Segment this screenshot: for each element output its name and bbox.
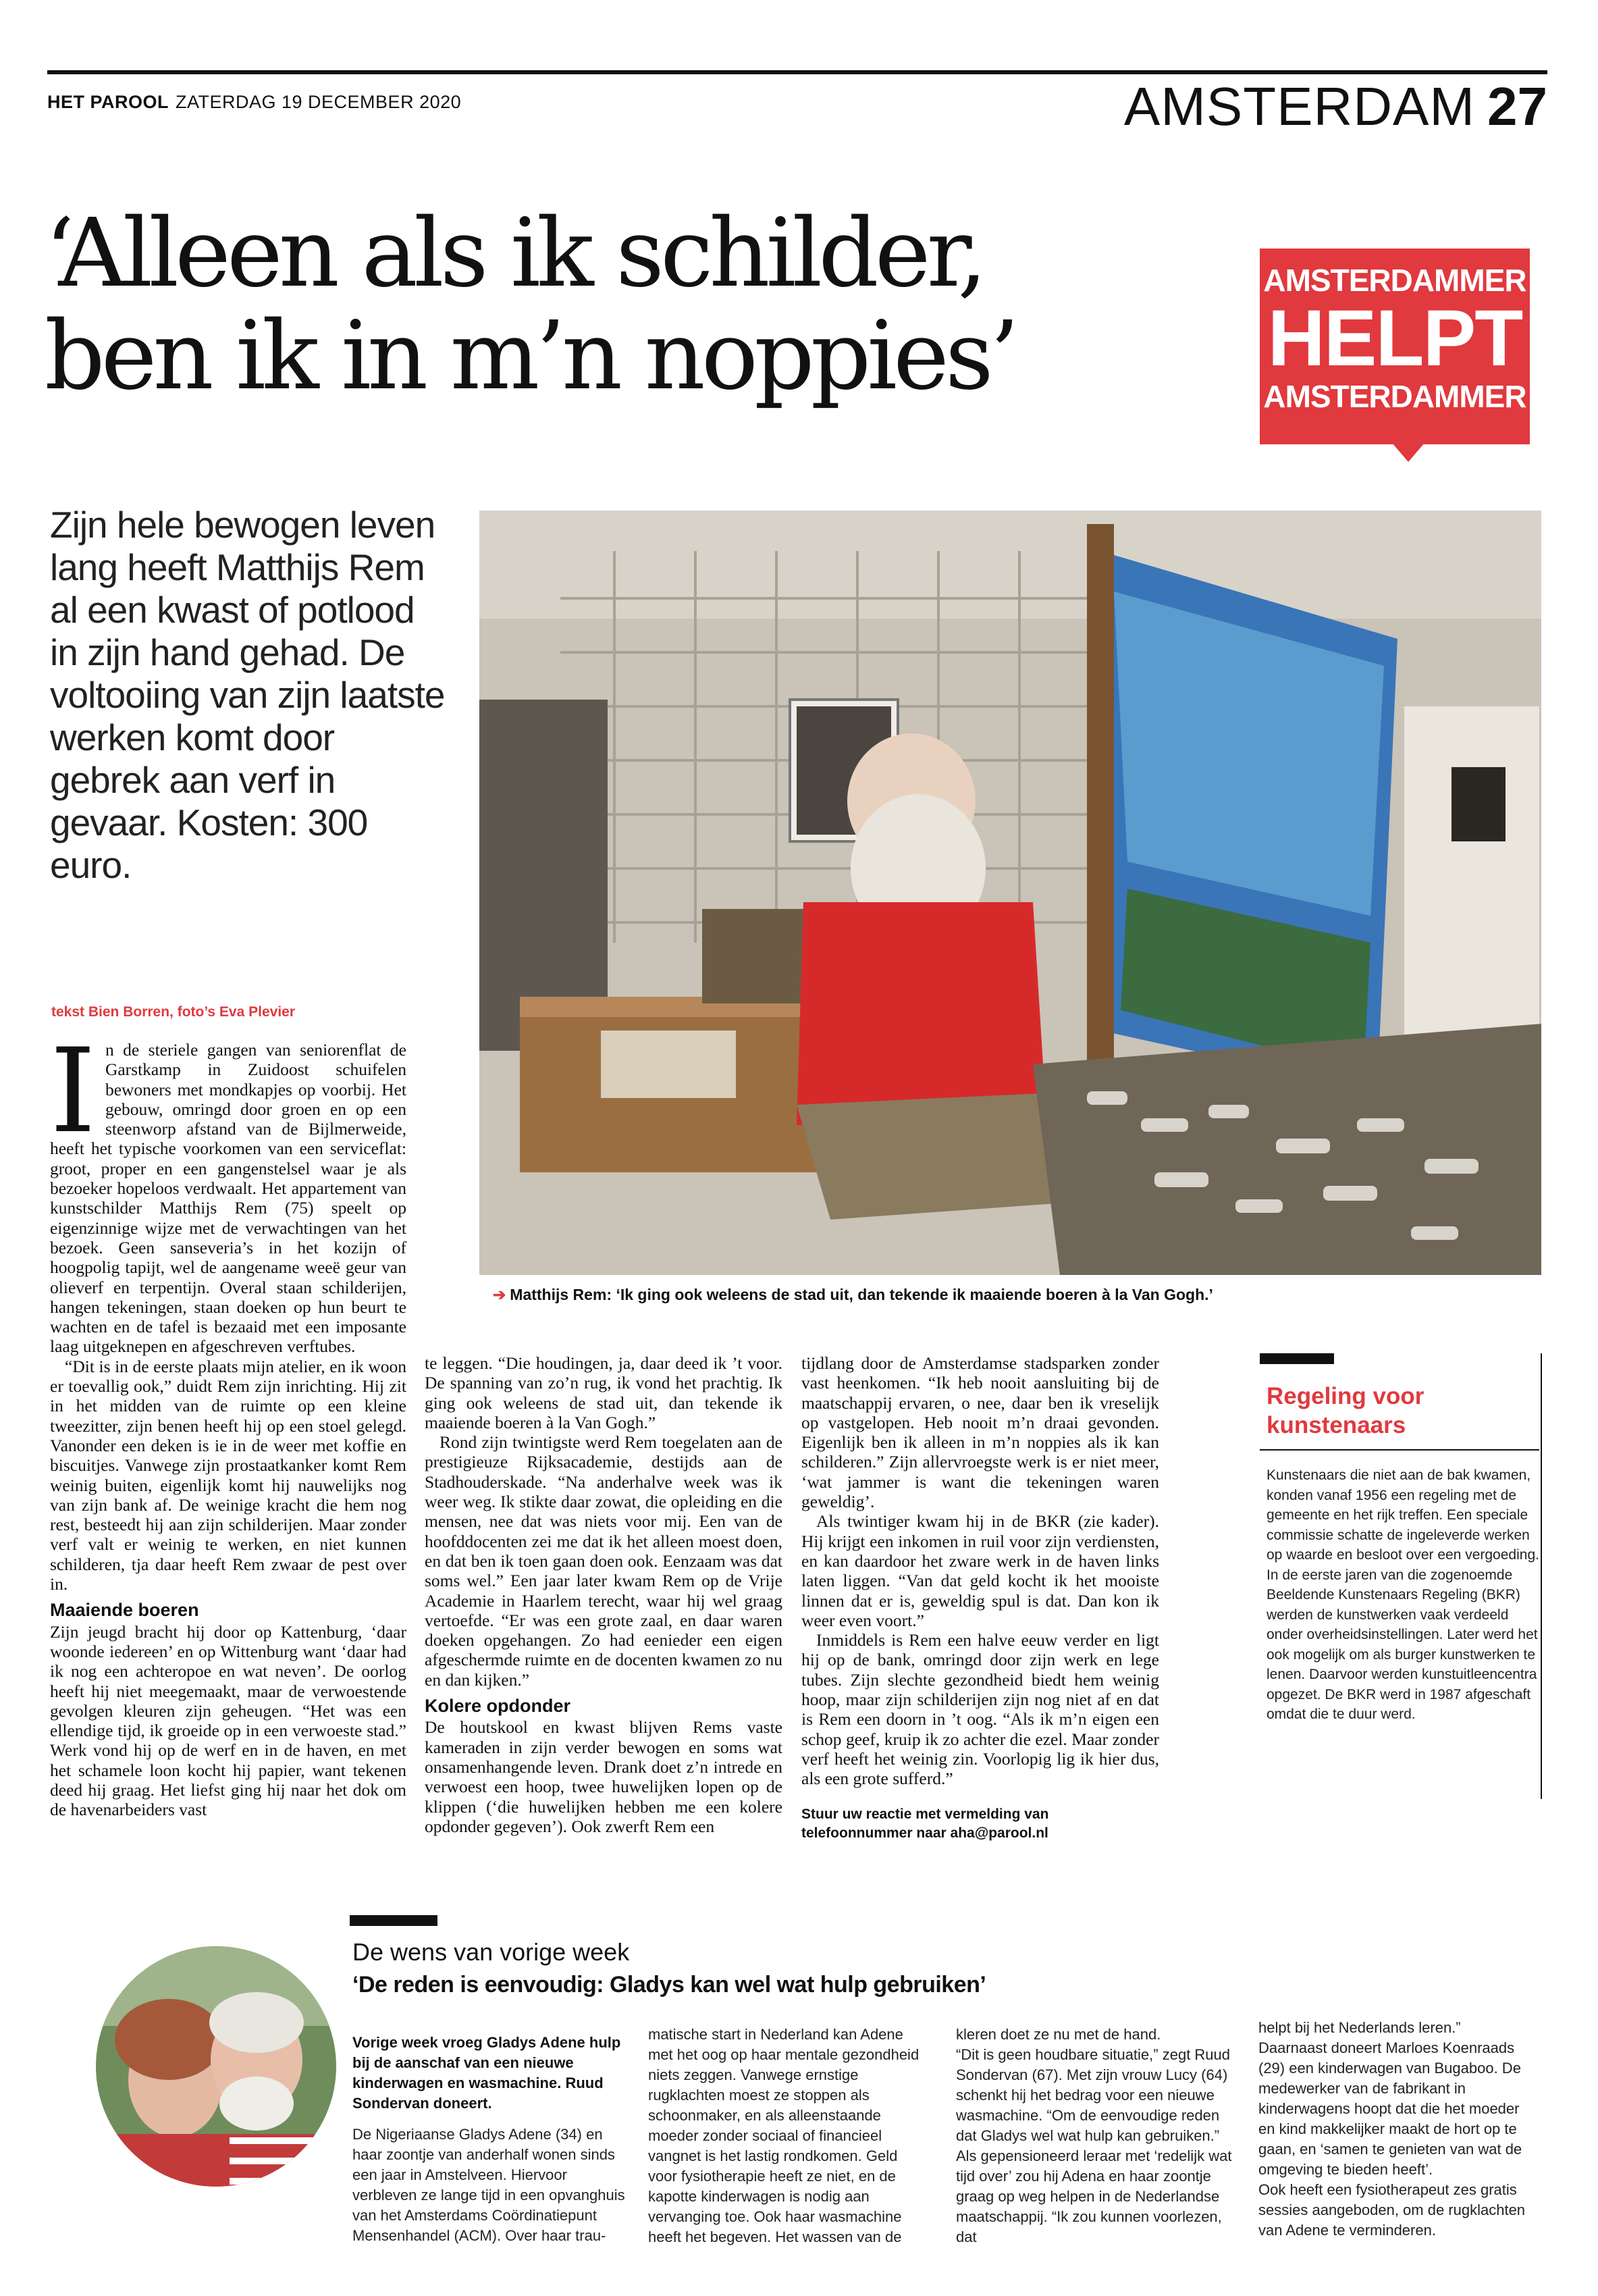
wish-subtitle: ‘De reden is eenvoudig: Gladys kan wel wat hulp gebruiken’	[352, 1972, 986, 1998]
badge-pointer	[1392, 443, 1424, 462]
wish-bar	[350, 1915, 437, 1926]
wish-paragraph: De Nigeriaanse Gladys Adene (34) en haar zoontje van anderhalf wonen sinds een jaar in Amstelveen. Hiervoor verbleven ze lange tijd in een opvanghuis van het Amsterdams Coördinatiepunt Mensenhandel (ACM). Over haar trau-	[352, 2126, 625, 2244]
wish-label: De wens van vorige week	[352, 1938, 630, 1966]
amsterdammer-helpt-badge	[1260, 249, 1530, 444]
sidebar-divider	[1260, 1449, 1539, 1451]
badge-bottom: AMSTERDAMMER	[1263, 379, 1526, 414]
wish-paragraph: kleren doet ze nu met de hand.	[956, 2026, 1161, 2043]
wish-paragraph: “Dit is geen houdbare situatie,” zegt Ruud Sondervan (67). Met zijn vrouw Lucy (64) schenkt hij het bedrag voor een nieuwe wasmachine. “Om de eenvoudige reden dat Gladys wel wat hulp kan gebruiken.” Als gepensioneerd leraar met ‘redelijk wat tijd over’ zou hij Adena en haar zoontje graag op weg helpen in de Nederlandse maatschappij. “Ik zou kunnen voorlezen, dat	[956, 2046, 1232, 2245]
photo-caption	[493, 1286, 1546, 1304]
wish-lead: Vorige week vroeg Gladys Adene hulp bij de aanschaf van een nieuwe kinderwagen en wasmachine. Ruud Sondervan doneert.	[352, 2034, 621, 2112]
wish-paragraph: Daarnaast doneert Marloes Koenraads (29) een kinderwagen van Bugaboo. De medewerker van de fabrikant in kinderwagens hoopt dat die het moeder en kind makkelijker maakt de hort op te gaan, en ‘samen te genieten van wat de omgeving te bieden heeft’.	[1258, 2039, 1522, 2178]
article-paragraph: Als twintiger kwam hij in de BKR (zie kader). Hij krijgt een inkomen in ruil voor zijn verdiensten, en kan daardoor het zware werk in de haven links laten liggen. “Van dat geld kocht ik het mooiste linnen dat er is, geweldig spul is dat. Dan kon ik weer even voort.”	[801, 1511, 1159, 1630]
section-name: AMSTERDAM	[1123, 76, 1476, 136]
donors-portrait-photo	[95, 1945, 338, 2188]
arrow-right-icon: ➔	[493, 1286, 506, 1303]
badge-middle: HELPT	[1267, 294, 1522, 383]
reader-response-cta: Stuur uw reactie met vermelding van telefoonnummer naar aha@parool.nl	[801, 1806, 1049, 1841]
article-column-2	[425, 1353, 782, 1836]
sidebar-bar	[1260, 1353, 1334, 1364]
headline	[45, 199, 1233, 411]
article-subheading: Kolere opdonder	[425, 1696, 571, 1717]
sidebar-body: Kunstenaars die niet aan de bak kwamen, konden vanaf 1956 een regeling met de gemeente en het rijk treffen. Een speciale commissie schatte de ingeleverde werken op waarde en besloot over een vergoeding. In de eerste jaren van die zogenoemde Beeldende Kunstenaars Regeling (BKR) werden de kunstwerken vaak verdeeld onder overheidsinstellingen. Later werd het ook mogelijk om als burger kunstwerken te lenen. Daarvoor werden kunstuitleencentra opgezet. De BKR werd in 1987 afgeschaft omdat die te duur werd.	[1267, 1467, 1539, 1722]
section-header	[1123, 76, 1547, 136]
drop-cap: I	[50, 1023, 96, 1159]
intro-text: Zijn hele bewogen leven lang heeft Matthijs Rem al een kwast of potlood in zijn hand gehad. De voltooiing van zijn laatste werken komt door gebrek aan verf in gevaar. Kosten: 300 euro.	[50, 504, 445, 886]
article-paragraph: Inmiddels is Rem een halve eeuw verder en ligt hij op de bank, omringd door zijn werk en lege tubes. Zijn slechte gezondheid biedt hem weinig hoop, maar zijn schilderijen zijn nog niet af en dat is Rem een doorn in ’t oog. “Als ik m’n eigen een schop geef, kruip ik zo achter die ezel. Maar zonder verf heeft het weinig zin. Voorlopig lig ik hier dus, als een grote sufferd.”	[801, 1630, 1159, 1789]
top-rule	[47, 70, 1547, 74]
article-subheading: Maaiende boeren	[50, 1600, 199, 1621]
painter-studio-photo	[479, 511, 1541, 1275]
wish-column-3	[956, 2025, 1234, 2258]
article-paragraph: Rond zijn twintigste werd Rem toegelaten aan de prestigieuze Rijksacademie, destijds aan de Stadhouderskade. “Na anderhalve week was ik weer weg. Ik stikte daar zowat, die opleiding en die mensen, nee dat was niets voor mij. Een van de hoofddocenten zei me dat ik het alleen moest doen, en dat ben ik toen gaan doen ook. Eenzaam was dat soms wel.” Een jaar later kwam Rem op de Vrije Academie in Haarlem terecht, waar hij wel graag vertoefde. “Er was een grote zaal, en daar waren doeken opgehangen. Zo had eenieder een eigen afgeschermde ruimte en de docenten kwamen zo nu en dan kijken.”	[425, 1432, 782, 1690]
wish-paragraph: matische start in Nederland kan Adene met het oog op haar mentale gezondheid niets zeggen. Vanwege ernstige rugklachten moest ze stoppen als schoonmaker, en als alleenstaande moeder zonder sociaal of financieel vangnet is het lastig rondkomen. Geld voor fysiotherapie heeft ze niet, en de kapotte kinderwagen is nodig aan vervanging toe. Ook haar wasmachine heeft het begeven. Het wassen van de	[648, 2026, 920, 2245]
wish-paragraph: Ook heeft een fysiotherapeut zes gratis sessies aangeboden, om de rugklachten van Adene te verminderen.	[1258, 2181, 1526, 2239]
article-paragraph: Zijn jeugd bracht hij door op Kattenburg, ‘daar woonde iedereen’ en op Wittenburg want ‘daar had ik nog een achteropoe en wat neven’. De oorlog heeft hij niet meegemaakt, maar de verwoestende gevolgen kleuren zijn geheugen. “Het was een ellendige tijd, ik groeide op in een verwoeste stad.” Werk vond hij op de werf en in de haven, en met het schamele loon kocht hij papier, want tekenen deed hij graag. Het liefst ging hij naar het dok om de havenarbeiders vast	[50, 1621, 406, 1820]
wish-column-4	[1258, 2018, 1537, 2251]
article-paragraph: De houtskool en kwast blijven Rems vaste kameraden in zijn verder bewogen en soms wat onsamenhangende leven. Drank doet z’n intrede en verwoest een hoop, twee huwelijken lopen op de klippen (‘die huwelijken hebben me een kolere opdonder gegeven’). Ook zwerft Rem een	[425, 1717, 782, 1836]
badge-top: AMSTERDAMMER	[1263, 263, 1526, 298]
article-column-1	[50, 1023, 406, 1820]
article-paragraph: tijdlang door de Amsterdamse stadsparken zonder vast heenkomen. “Ik heb nooit aansluiting bij de maatschappij ervaren, o nee, daar ben ik vreselijk op vastgelopen. Heb nooit m’n draai gevonden. Eigenlijk ben ik alleen in m’n noppies als ik kan schilderen.” Zijn allervroegste werk is er niet meer, ‘wat jammer is want die tekeningen waren geweldig’.	[801, 1353, 1159, 1512]
byline-credit: tekst Bien Borren, foto’s Eva Plevier	[51, 1004, 296, 1020]
article-column-3	[801, 1353, 1159, 1843]
article-paragraph: n de steriele gangen van seniorenflat de Garstkamp in Zuidoost schuifelen bewoners met mondkapjes op voorbij. Het gebouw, omringd door groen en op een steenworp afstand van de Bijlmerweide, heeft het typische voorkomen van een serviceflat: groot, proper en een gangenstelsel waar je als bezoeker hopeloos verdwaalt. Het appartement van kunstschilder Matthijs Rem (75) speelt op eigenzinnige wijze met de verwachtingen van het bezoek. Geen sanseveria’s in het kozijn of hoogpolig tapijt, wel de aangename weeë geur van olieverf en terpentijn. Overal staan schilderijen, hangen tekeningen, staan doeken op hun beurt te wachten en de tafel is bezaaid met een imposante laag uitgeknepen en afgeschreven verftubes.	[50, 1040, 406, 1357]
photo-caption-text: Matthijs Rem: ‘Ik ging ook weleens de stad uit, dan tekende ik maaiende boeren à la Van Gogh.’	[510, 1286, 1213, 1303]
wish-column-1	[352, 2033, 631, 2257]
sidebar-title: Regeling voor kunstenaars	[1267, 1383, 1424, 1438]
page-number: 27	[1487, 76, 1547, 136]
headline-line-1: ‘Alleen als ik schilder,	[45, 199, 984, 309]
paper-name: HET PAROOL	[47, 92, 169, 112]
article-paragraph: te leggen. “Die houdingen, ja, daar deed ik ’t voor. De spanning van zo’n rug, ik vond het prachtig. Ik ging ook weleens de stad uit, dan tekende ik maaiende boeren à la Van Gogh.”	[425, 1353, 782, 1432]
wish-column-2	[648, 2025, 926, 2258]
issue-date: ZATERDAG 19 DECEMBER 2020	[176, 92, 462, 112]
headline-line-2: ben ik in m’n noppies’	[45, 301, 1016, 411]
masthead	[47, 92, 461, 113]
article-paragraph: “Dit is in de eerste plaats mijn atelier, en ik woon er toevallig ook,” duidt Rem zijn inrichting. Hij zit in het midden van de ruimte op een kleine tweezitter, zijn benen heeft hij op een stoel gelegd. Vanonder een deken is ie in de weer met koffie en biscuitjes. Vanwege zijn prostaatkanker komt Rem weinig buiten, eigenlijk komt hij nauwelijks nog van zijn bank af. De weinige kracht die hem nog rest, besteedt hij aan zijn schilderijen. Maar zonder verf valt er weinig te werken, en niet kunnen schilderen, tja daar heeft Rem zwaar de pest over in.	[50, 1356, 406, 1594]
wish-paragraph: helpt bij het Nederlands leren.”	[1258, 2019, 1461, 2036]
